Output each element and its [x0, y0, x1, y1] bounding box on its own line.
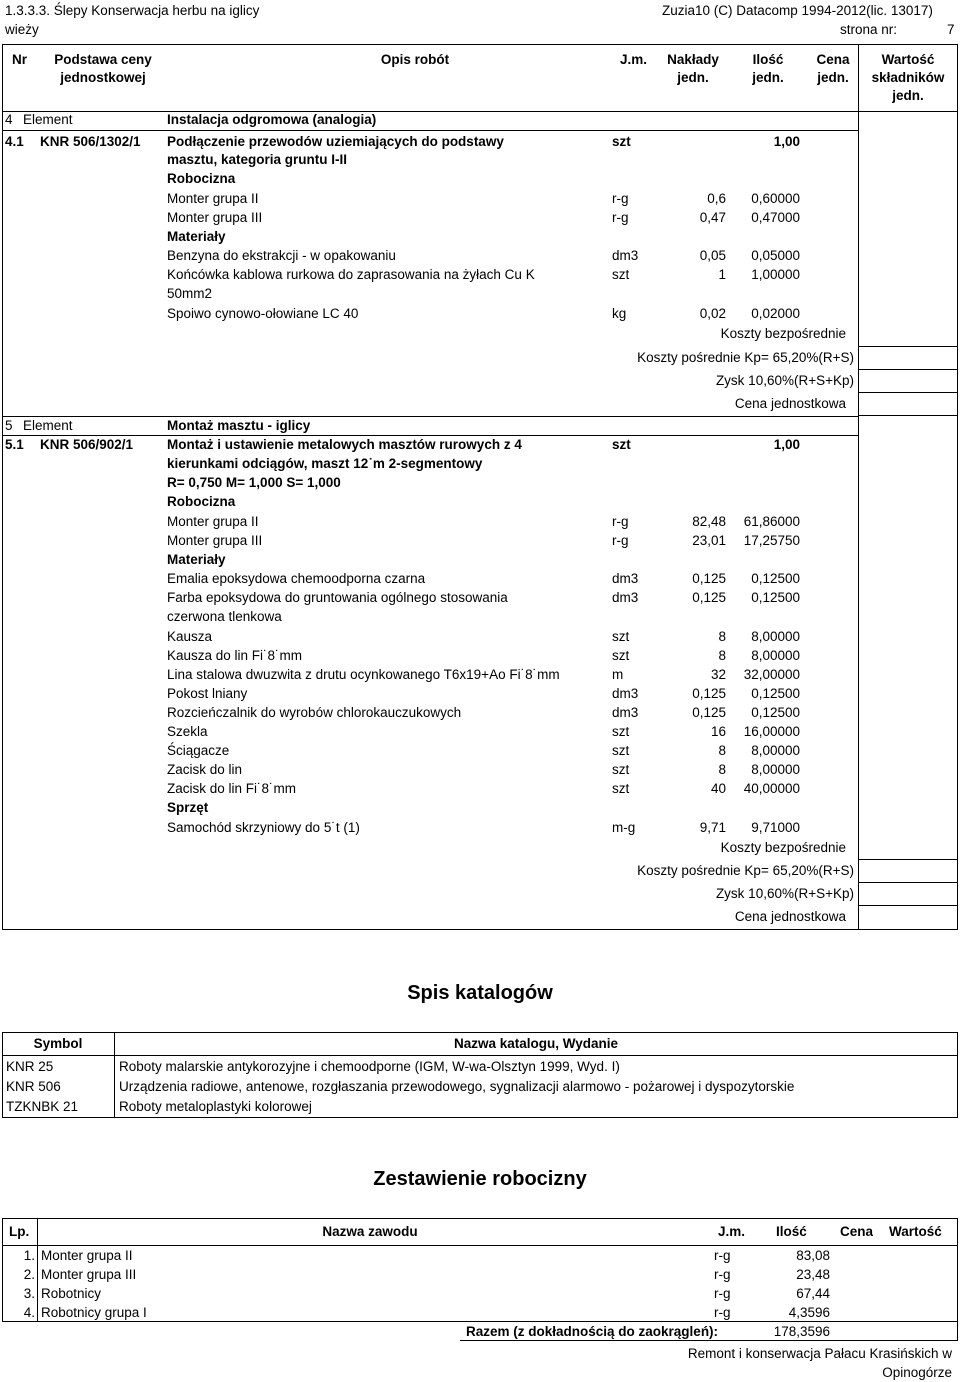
resource-norm: 8: [718, 762, 726, 777]
catalog-bottom-border: [2, 1117, 958, 1118]
labor-row-qty: 83,08: [796, 1248, 830, 1263]
resource-qty: 0,60000: [751, 191, 800, 206]
resource-unit: szt: [612, 629, 630, 644]
value-row-line: [858, 392, 958, 393]
catalog-symbol: KNR 506: [6, 1079, 61, 1094]
resource-norm: 0,05: [699, 248, 726, 263]
table-top-border: [2, 44, 958, 45]
footer-project-cont: Opinogórze: [882, 1365, 952, 1380]
labor-col-price: Cena: [840, 1224, 874, 1239]
col-ilosc: Ilość: [752, 52, 784, 67]
labor-row-jm: r-g: [714, 1267, 731, 1282]
group-labor: Robocizna: [167, 494, 236, 509]
catalog-header-border: [2, 1055, 958, 1056]
resource-qty: 8,00000: [751, 629, 800, 644]
resource-unit: szt: [612, 267, 630, 282]
resource-qty: 0,12500: [751, 571, 800, 586]
labor-row-name: Robotnicy grupa I: [41, 1305, 147, 1320]
resource-norm: 0,6: [707, 191, 726, 206]
resource-norm: 9,71: [699, 820, 726, 835]
resource-name: Monter grupa III: [167, 533, 263, 548]
col-nr: Nr: [12, 52, 28, 67]
resource-qty: 16,00000: [743, 724, 800, 739]
resource-name: Spoiwo cynowo-ołowiane LC 40: [167, 306, 359, 321]
position-nr: 5.1: [5, 437, 24, 452]
value-row-line: [858, 882, 958, 883]
catalog-col-name: Nazwa katalogu, Wydanie: [453, 1036, 619, 1051]
resource-unit: r-g: [612, 210, 629, 225]
resource-unit: dm3: [612, 590, 639, 605]
table-left-border: [2, 44, 3, 929]
labor-row-name: Robotnicy: [41, 1286, 102, 1301]
group-materials: Materiały: [167, 552, 226, 567]
labor-row-lp: 4.: [23, 1305, 35, 1320]
position-base: KNR 506/1302/1: [40, 134, 141, 149]
catalog-name: Urządzenia radiowe, antenowe, rozgłaszania przewodowego, sygnalizacji alarmowo - pożarowej i dyspozytorskie: [119, 1079, 795, 1094]
resource-name: Ściągacze: [167, 743, 230, 758]
position-base: KNR 506/902/1: [40, 437, 134, 452]
resource-unit: m: [612, 667, 624, 682]
resource-qty: 0,12500: [751, 686, 800, 701]
table-right-border: [957, 44, 958, 929]
resource-qty: 32,00000: [743, 667, 800, 682]
resource-qty: 0,05000: [751, 248, 800, 263]
resource-qty: 9,71000: [751, 820, 800, 835]
resource-norm: 8: [718, 629, 726, 644]
labor-row-qty: 4,3596: [788, 1305, 830, 1320]
resource-norm: 40: [710, 781, 726, 796]
resource-unit: szt: [612, 648, 630, 663]
position-unit: szt: [612, 437, 631, 452]
resource-unit: kg: [612, 306, 627, 321]
indirect-costs-label: Koszty pośrednie Kp= 65,20%(R+S): [637, 863, 854, 878]
labor-row-lp: 1.: [23, 1248, 35, 1263]
document-title: 1.3.3.3. Ślepy Konserwacja herbu na iglicy: [5, 3, 260, 18]
labor-row-lp: 2.: [23, 1267, 35, 1282]
position-description-cont: masztu, kategoria gruntu I-II: [167, 152, 348, 167]
labor-row-qty: 67,44: [796, 1286, 830, 1301]
column-divider: [858, 44, 859, 929]
resource-norm: 0,47: [699, 210, 726, 225]
page-number: 7: [947, 22, 955, 37]
col-opis: Opis robót: [380, 52, 450, 67]
col-cena: Cena: [816, 52, 850, 67]
col-ilosc-2: jedn.: [752, 70, 784, 85]
position-quantity: 1,00: [773, 134, 800, 149]
col-podstawa-2: jednostkowej: [60, 70, 146, 85]
resource-name: Samochód skrzyniowy do 5˙t (1): [167, 820, 360, 835]
resource-name: Pokost lniany: [167, 686, 248, 701]
value-row-line: [858, 346, 958, 347]
labor-col-divider: [37, 1218, 38, 1321]
labor-row-qty: 23,48: [796, 1267, 830, 1282]
labor-row-name: Monter grupa II: [41, 1248, 133, 1263]
resource-unit: m-g: [612, 820, 636, 835]
labor-top-border: [2, 1218, 958, 1219]
position-coefficients: R= 0,750 M= 1,000 S= 1,000: [167, 475, 341, 490]
catalog-col-symbol: Symbol: [33, 1036, 83, 1051]
element-title: Montaż masztu - iglicy: [167, 418, 311, 433]
element-title: Instalacja odgromowa (analogia): [167, 112, 377, 127]
resource-norm: 8: [718, 743, 726, 758]
profit-label: Zysk 10,60%(R+S+Kp): [715, 886, 854, 901]
catalog-top-border: [2, 1032, 958, 1033]
resource-name: Kausza do lin Fi˙8˙mm: [167, 648, 303, 663]
position-description-cont: kierunkami odciągów, maszt 12˙m 2-segmentowy: [167, 456, 483, 471]
document-title-cont: wieży: [5, 22, 39, 37]
resource-qty: 61,86000: [743, 514, 800, 529]
resource-name: Emalia epoksydowa chemoodporna czarna: [167, 571, 426, 586]
resource-name-cont: 50mm2: [167, 286, 213, 301]
element-divider: [2, 435, 858, 436]
resource-name: Lina stalowa dwuzwita z drutu ocynkowanego T6x19+Ao Fi˙8˙mm: [167, 667, 560, 682]
labor-row-lp: 3.: [23, 1286, 35, 1301]
profit-label: Zysk 10,60%(R+S+Kp): [715, 373, 854, 388]
col-wartosc: Wartość: [881, 52, 935, 67]
unit-price-label: Cena jednostkowa: [734, 909, 846, 924]
resource-unit: szt: [612, 781, 630, 796]
resource-name: Końcówka kablowa rurkowa do zaprasowania na żyłach Cu K: [167, 267, 535, 282]
resource-norm: 0,125: [692, 686, 726, 701]
position-nr: 4.1: [5, 134, 24, 149]
labor-total-label: Razem (z dokładnością do zaokrągleń):: [466, 1324, 719, 1339]
catalog-title: Spis katalogów: [407, 982, 553, 1004]
labor-col-lp: Lp.: [9, 1224, 30, 1239]
direct-costs-label: Koszty bezpośrednie: [720, 326, 846, 341]
resource-qty: 0,12500: [751, 590, 800, 605]
resource-norm: 0,125: [692, 590, 726, 605]
resource-norm: 0,125: [692, 571, 726, 586]
labor-title: Zestawienie robocizny: [373, 1168, 587, 1190]
labor-left-border: [2, 1218, 3, 1321]
labor-col-value: Wartość: [889, 1224, 942, 1239]
labor-row-jm: r-g: [714, 1286, 731, 1301]
resource-name: Zacisk do lin Fi˙8˙mm: [167, 781, 297, 796]
col-cena-2: jedn.: [817, 70, 849, 85]
col-wartosc-2: składników: [871, 70, 945, 85]
labor-total-value: 178,3596: [773, 1324, 830, 1339]
labor-row-jm: r-g: [714, 1305, 731, 1320]
resource-qty: 8,00000: [751, 762, 800, 777]
labor-col-qty: Ilość: [776, 1224, 807, 1239]
resource-norm: 32: [710, 667, 726, 682]
resource-name: Monter grupa II: [167, 514, 259, 529]
labor-col-jm: J.m.: [718, 1224, 746, 1239]
resource-name: Kausza: [167, 629, 213, 644]
resource-name: Farba epoksydowa do gruntowania ogólnego stosowania: [167, 590, 508, 605]
resource-name: Monter grupa III: [167, 210, 263, 225]
resource-name: Zacisk do lin: [167, 762, 243, 777]
resource-unit: r-g: [612, 514, 629, 529]
resource-unit: szt: [612, 724, 630, 739]
table-bottom-border: [2, 929, 958, 930]
resource-qty: 0,02000: [751, 306, 800, 321]
resource-qty: 1,00000: [751, 267, 800, 282]
element-divider: [2, 130, 858, 131]
col-naklady-2: jedn.: [677, 70, 709, 85]
col-naklady: Nakłady: [667, 52, 719, 67]
group-labor: Robocizna: [167, 171, 236, 186]
col-jm: J.m.: [620, 52, 648, 67]
resource-name: Szekla: [167, 724, 208, 739]
labor-header-border: [2, 1245, 958, 1246]
catalog-name: Roboty metaloplastyki kolorowej: [119, 1099, 312, 1114]
element-nr: 4: [5, 112, 13, 127]
resource-qty: 17,25750: [743, 533, 800, 548]
resource-unit: r-g: [612, 191, 629, 206]
resource-norm: 16: [710, 724, 726, 739]
resource-unit: szt: [612, 762, 630, 777]
resource-qty: 40,00000: [743, 781, 800, 796]
labor-right-border: [957, 1218, 958, 1340]
position-quantity: 1,00: [773, 437, 800, 452]
value-row-line: [858, 369, 958, 370]
resource-name-cont: czerwona tlenkowa: [167, 609, 282, 624]
table-header-border: [2, 111, 958, 112]
resource-norm: 23,01: [692, 533, 726, 548]
group-equipment: Sprzęt: [167, 800, 209, 815]
resource-unit: r-g: [612, 533, 629, 548]
resource-unit: dm3: [612, 248, 639, 263]
resource-norm: 0,125: [692, 705, 726, 720]
resource-norm: 8: [718, 648, 726, 663]
resource-qty: 0,12500: [751, 705, 800, 720]
value-row-line: [858, 415, 958, 416]
catalog-name: Roboty malarskie antykorozyjne i chemoodporne (IGM, W-wa-Olsztyn 1999, Wyd. I): [119, 1059, 620, 1074]
resource-qty: 8,00000: [751, 743, 800, 758]
resource-name: Benzyna do ekstrakcji - w opakowaniu: [167, 248, 396, 263]
col-podstawa: Podstawa ceny: [54, 52, 152, 67]
resource-norm: 0,02: [699, 306, 726, 321]
resource-norm: 82,48: [692, 514, 726, 529]
resource-unit: szt: [612, 743, 630, 758]
value-row-line: [858, 905, 958, 906]
resource-unit: dm3: [612, 686, 639, 701]
labor-total-border: [460, 1340, 958, 1341]
resource-qty: 0,47000: [751, 210, 800, 225]
labor-rows-border: [2, 1321, 958, 1322]
unit-price-label: Cena jednostkowa: [734, 396, 846, 411]
catalog-symbol: KNR 25: [6, 1059, 54, 1074]
element-kind: Element: [23, 418, 73, 433]
resource-name: Rozcieńczalnik do wyrobów chlorokauczukowych: [167, 705, 462, 720]
position-description: Montaż i ustawienie metalowych masztów rurowych z 4: [167, 437, 522, 452]
labor-row-jm: r-g: [714, 1248, 731, 1263]
footer-project: Remont i konserwacja Pałacu Krasińskich w: [687, 1346, 952, 1361]
position-unit: szt: [612, 134, 631, 149]
resource-unit: dm3: [612, 705, 639, 720]
labor-row-name: Monter grupa III: [41, 1267, 137, 1282]
resource-qty: 8,00000: [751, 648, 800, 663]
indirect-costs-label: Koszty pośrednie Kp= 65,20%(R+S): [637, 350, 854, 365]
labor-col-name: Nazwa zawodu: [322, 1224, 418, 1239]
resource-name: Monter grupa II: [167, 191, 259, 206]
element-divider: [2, 416, 858, 417]
col-wartosc-3: jedn.: [892, 88, 924, 103]
element-kind: Element: [23, 112, 73, 127]
value-row-line: [858, 859, 958, 860]
element-nr: 5: [5, 418, 13, 433]
direct-costs-label: Koszty bezpośrednie: [720, 840, 846, 855]
page-label: strona nr:: [840, 22, 898, 37]
catalog-symbol: TZKNBK 21: [6, 1099, 79, 1114]
position-description: Podłączenie przewodów uziemiających do podstawy: [167, 134, 504, 149]
resource-unit: dm3: [612, 571, 639, 586]
group-materials: Materiały: [167, 229, 226, 244]
software-info: Zuzia10 (C) Datacomp 1994-2012(lic. 13017): [662, 3, 933, 18]
resource-norm: 1: [718, 267, 726, 282]
